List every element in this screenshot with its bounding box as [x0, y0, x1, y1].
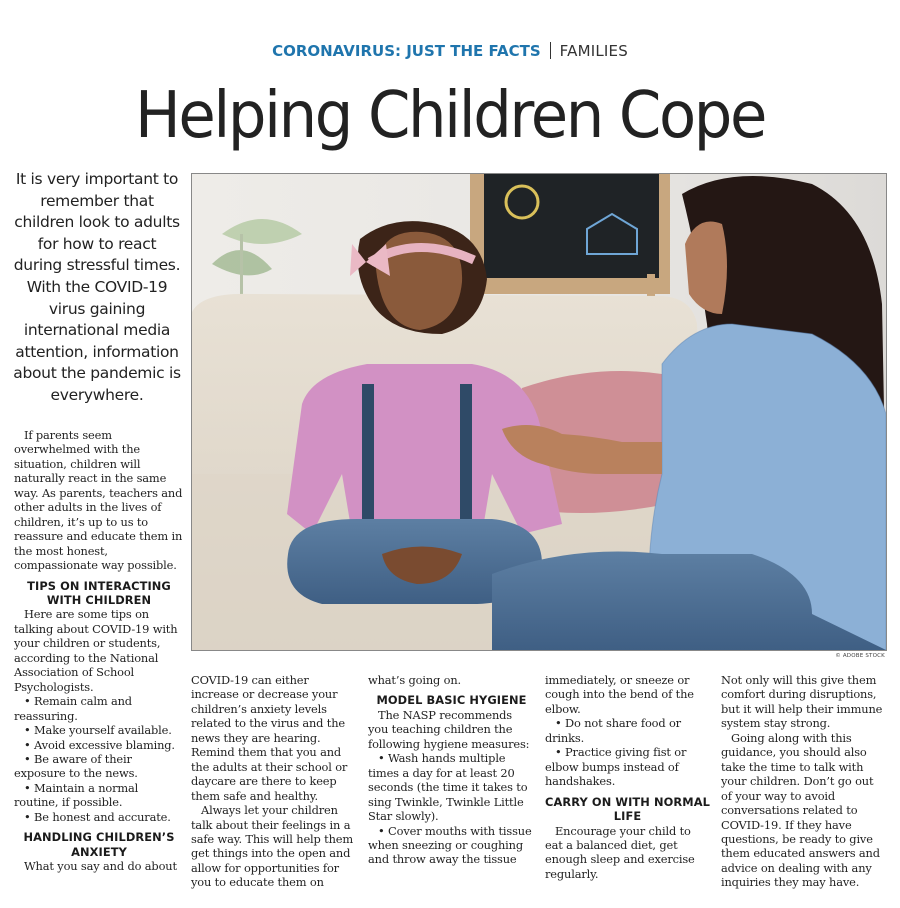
paragraph: What you say and do about	[24, 859, 177, 874]
photo-illustration	[192, 174, 886, 650]
paragraph: Always let your children talk about their feelings in a safe way. This will help them get things into the open and allow for opportunities for you to educate them on	[191, 803, 353, 890]
subheading-tips: TIPS ON INTERACTING WITH CHILDREN	[27, 578, 171, 607]
paragraph: COVID-19 can either increase or decrease your children’s anxiety levels related to the virus and the news they are hearing. Remind them that you and the adults at their school or daycare are there to keep them safe and healthy.	[191, 673, 348, 803]
list-item: • Cover mouths with tissue when sneezing or coughing and throw away the tissue	[368, 823, 532, 867]
paragraph: If parents seem overwhelmed with the situation, children will naturally react in the same way. As parents, teachers and other adults in the lives of children, it’s up to us to reassure and educate them in the most honest, compassionate way possible.	[14, 428, 183, 573]
list-item: • Avoid excessive blaming.	[24, 737, 175, 752]
paragraph: Encourage your child to eat a balanced diet, get enough sleep and exercise regularly.	[545, 823, 695, 881]
paragraph: Here are some tips on talking about COVID-19 with your children or students, according to the National Association of School Psychologists.	[14, 607, 178, 694]
article-column-1	[14, 428, 184, 874]
list-item: • Be honest and accurate.	[24, 809, 171, 824]
paragraph: The NASP recommends you teaching children the following hygiene measures:	[368, 707, 530, 751]
list-item: • Wash hands multiple times a day for at least 20 seconds (the time it takes to sing Twinkle, Twinkle Little Star slowly).	[368, 751, 528, 824]
feature-photo	[191, 173, 887, 651]
subheading-normal-life: CARRY ON WITH NORMAL LIFE	[545, 794, 710, 824]
section-label: FAMILIES	[559, 42, 628, 60]
subheading-hygiene: MODEL BASIC HYGIENE	[376, 693, 527, 708]
intro-text: It is very important to remember that children look to adults for how to react during stressful times. With the COVID-19 virus gaining international media attention, information about the pandemic is everywhere.	[13, 170, 181, 404]
list-item: • Be aware of their exposure to the news.	[14, 751, 138, 781]
page-title: Helping Children Cope	[134, 79, 766, 153]
section-kicker	[0, 41, 900, 61]
kicker-divider	[550, 42, 551, 59]
article-column-4	[545, 673, 710, 881]
photo-credit: © ADOBE STOCK	[835, 653, 885, 659]
subheading-anxiety: HANDLING CHILDREN’S ANXIETY	[23, 830, 175, 859]
article-column-5	[721, 673, 887, 890]
list-item: • Maintain a normal routine, if possible.	[14, 780, 139, 810]
list-item: • Do not share food or drinks.	[545, 716, 681, 745]
kicker-label: CORONAVIRUS: JUST THE FACTS	[272, 42, 541, 60]
paragraph: what’s going on.	[368, 673, 461, 687]
list-item: • Make yourself available.	[24, 723, 172, 738]
article-column-3	[368, 673, 535, 867]
paragraph: Going along with this guidance, you should also take the time to talk with your children. Don’t go out of your way to avoid conversations related to COVID-19. If they have questions, be ready to give them educated answers and advice on dealing with any inquiries they may have.	[721, 730, 880, 890]
paragraph: Not only will this give them comfort during disruptions, but it will help their immune system stay strong.	[721, 673, 883, 731]
paragraph: immediately, or sneeze or cough into the bend of the elbow.	[545, 673, 694, 716]
list-item: • Remain calm and reassuring.	[14, 694, 132, 723]
list-item: • Practice giving fist or elbow bumps instead of handshakes.	[545, 745, 687, 789]
article-column-2	[191, 673, 356, 890]
